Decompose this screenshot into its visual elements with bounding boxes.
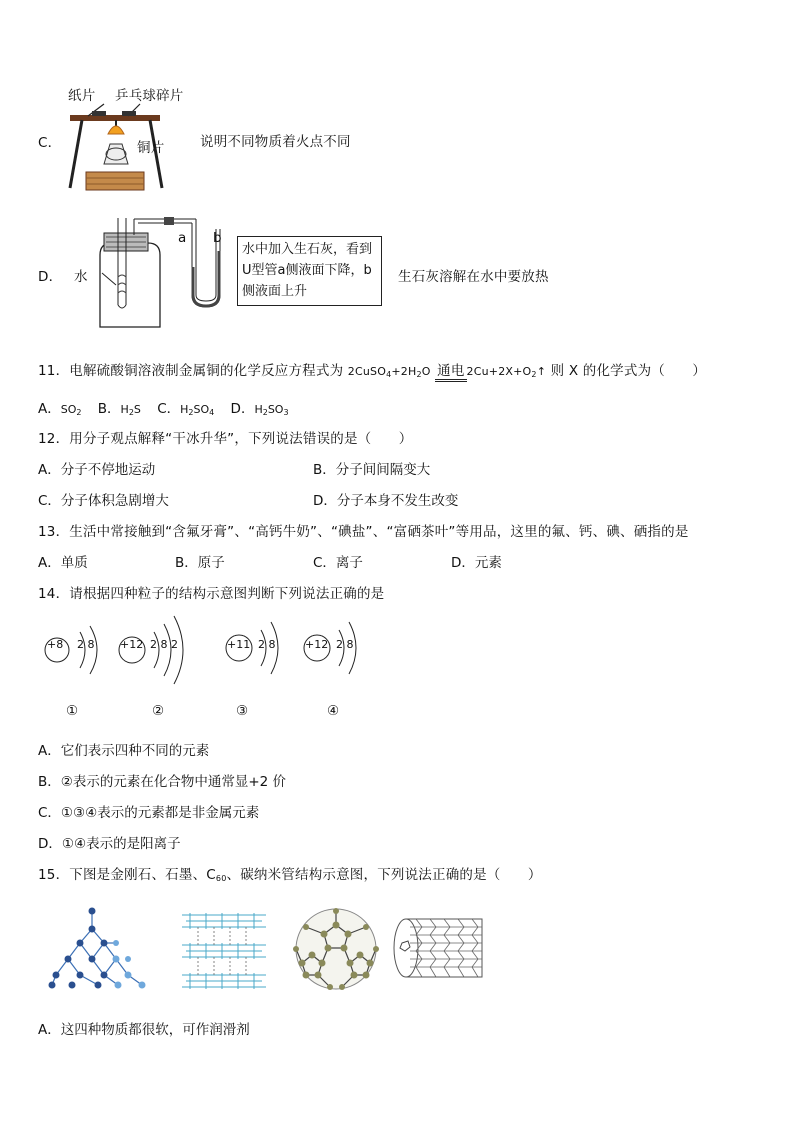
- shell-electrons: 2 8: [336, 638, 354, 651]
- shell-electrons: 2 8: [258, 638, 276, 651]
- q11-stem-text: 11．电解硫酸铜溶液制金属铜的化学反应方程式为: [38, 363, 344, 379]
- q12-option-d[interactable]: D．分子本身不发生改变: [313, 493, 459, 509]
- option-d-letter: D．: [38, 269, 63, 285]
- nucleus-charge: +8: [47, 638, 64, 651]
- particle-label-2: ②: [152, 703, 165, 719]
- question-11-options: [38, 397, 289, 417]
- option-c-letter: C．: [38, 135, 62, 151]
- q13-option-c[interactable]: C．离子: [313, 555, 363, 571]
- question-11-stem: [38, 359, 706, 379]
- q11-equation-reactants: $2CuSO_4+2H_2O$: [347, 365, 431, 379]
- label-a: a: [178, 230, 187, 246]
- label-pingpong: 乒乓球碎片: [115, 88, 184, 104]
- nucleus-charge: +11: [227, 638, 251, 651]
- q11-option-c[interactable]: C．$H_2SO_4$: [157, 401, 215, 417]
- particle-label-3: ③: [236, 703, 249, 719]
- diamond-structure-image: [42, 905, 157, 995]
- carbon-nanotube-structure-image: [392, 915, 484, 981]
- graphite-structure-image: [178, 905, 270, 993]
- particle-label-1: ①: [66, 703, 79, 719]
- particle-label-4: ④: [327, 703, 340, 719]
- label-copper: 铜片: [137, 140, 165, 156]
- q11-stem-post: 则 X 的化学式为（ ）: [550, 363, 707, 379]
- electron-shell-arcs: [44, 622, 114, 682]
- nucleus-charge: +12: [120, 638, 144, 651]
- c60-structure-image: [290, 905, 382, 993]
- label-paper: 纸片: [68, 88, 96, 104]
- q11-option-d[interactable]: D．$H_2SO_3$: [230, 401, 289, 417]
- shell-electrons: 2 8: [77, 638, 95, 651]
- q12-option-b[interactable]: B．分子间间隔变大: [313, 462, 431, 478]
- q11-option-a[interactable]: A．$SO_2$: [38, 401, 82, 417]
- label-b: b: [213, 230, 222, 246]
- q12-option-c[interactable]: C．分子体积急剧增大: [38, 493, 169, 509]
- q14-option-a[interactable]: A．它们表示四种不同的元素: [38, 743, 210, 759]
- q14-option-d[interactable]: D．①④表示的是阳离子: [38, 836, 181, 852]
- question-15-stem: 15．下图是金刚石、石墨、$C_{60}$、碳纳米管结构示意图，下列说法正确的是（ ）: [38, 867, 542, 883]
- q13-option-b[interactable]: B．原子: [175, 555, 225, 571]
- nucleus-charge: +12: [305, 638, 329, 651]
- q11-option-b[interactable]: B．$H_2S$: [97, 401, 141, 417]
- label-water: 水: [74, 269, 88, 285]
- shell-electrons: 2 8 2: [150, 638, 178, 651]
- q14-option-b[interactable]: B．②表示的元素在化合物中通常显+2 价: [38, 774, 287, 790]
- q14-option-c[interactable]: C．①③④表示的元素都是非金属元素: [38, 805, 260, 821]
- q13-option-a[interactable]: A．单质: [38, 555, 88, 571]
- question-13-stem: 13．生活中常接触到“含氟牙膏”、“高钙牛奶”、“碘盐”、“富硒茶叶”等用品，这里的氟、钙、碘、硒指的是: [38, 524, 689, 540]
- q15-option-a[interactable]: A．这四种物质都很软，可作润滑剂: [38, 1022, 250, 1038]
- question-12-stem: 12．用分子观点解释“干冰升华”，下列说法错误的是（ ）: [38, 431, 413, 447]
- option-c-conclusion: 说明不同物质着火点不同: [200, 134, 351, 150]
- q13-option-d[interactable]: D．元素: [451, 555, 502, 571]
- observation-box: 水中加入生石灰，看到U型管a侧液面下降，b侧液面上升: [237, 236, 382, 306]
- q11-reaction-condition: 通电: [435, 363, 466, 382]
- option-d-conclusion: 生石灰溶解在水中要放热: [398, 269, 549, 285]
- q11-equation-products: $2Cu+2X+O_2↑$: [466, 365, 547, 379]
- q12-option-a[interactable]: A．分子不停地运动: [38, 462, 156, 478]
- question-14-stem: 14．请根据四种粒子的结构示意图判断下列说法正确的是: [38, 586, 385, 602]
